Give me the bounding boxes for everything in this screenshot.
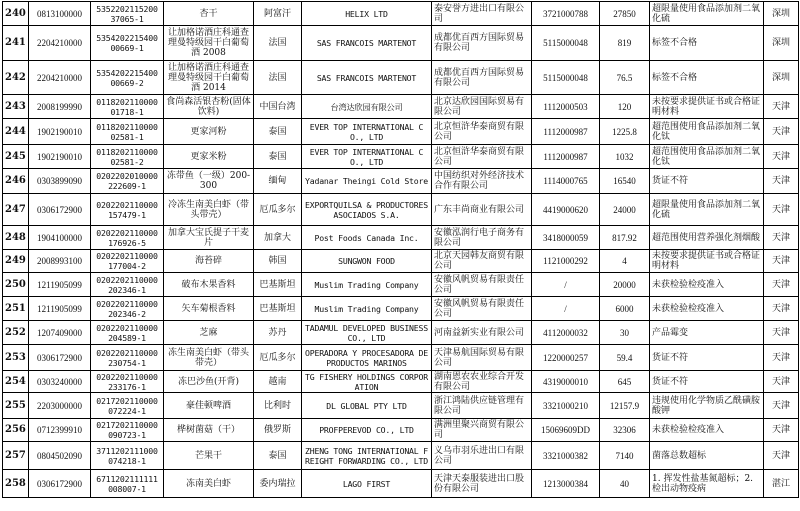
certificate-number-cell: 3711202111000 074218-1 [91, 442, 164, 470]
certificate-number-cell: 0118202110000 02581-1 [91, 119, 164, 145]
exporter-cell: SAS FRANCOIS MARTENOT [302, 26, 432, 61]
table-row [3, 345, 799, 371]
product-name-cell: 冷冻生南美白虾（带头带壳） [164, 194, 254, 226]
table-row [3, 2, 799, 26]
exporter-cell: Post Foods Canada Inc. [302, 226, 432, 250]
importer-cell: 中国纺织对外经济技术合作有限公司 [432, 169, 532, 194]
hs-code-cell: 0804502090 [29, 442, 91, 470]
certificate-number-cell: 0118202110000 01718-1 [91, 95, 164, 119]
weight-cell: 20000 [600, 273, 650, 297]
origin-cell: 韩国 [254, 250, 302, 273]
importer-code-cell: 4112000032 [532, 321, 600, 345]
table-body [3, 2, 799, 498]
origin-cell: 俄罗斯 [254, 419, 302, 442]
reason-cell: 1. 挥发性盐基氮超标；2. 检出动物疫病 [650, 470, 764, 498]
origin-cell: 巴基斯坦 [254, 273, 302, 297]
weight-cell: 40 [600, 470, 650, 498]
origin-cell: 厄瓜多尔 [254, 194, 302, 226]
hs-code-cell: 1902190010 [29, 145, 91, 169]
importer-cell: 北京达欣园国际贸易有限公司 [432, 95, 532, 119]
table-row [3, 250, 799, 273]
port-cell: 天津 [764, 442, 799, 470]
hs-code-cell: 0306172900 [29, 194, 91, 226]
hs-code-cell: 0306172900 [29, 345, 91, 371]
row-number-cell: 253 [3, 345, 29, 371]
exporter-cell: ZHENG TONG INTERNATIONAL FREIGHT FORWARDING CO., LTD [302, 442, 432, 470]
origin-cell: 厄瓜多尔 [254, 345, 302, 371]
importer-cell: 浙江鸿陆供应链管理有限公司 [432, 393, 532, 419]
certificate-number-cell: 0202202110000 177004-2 [91, 250, 164, 273]
row-number-cell: 248 [3, 226, 29, 250]
port-cell: 天津 [764, 119, 799, 145]
origin-cell: 法国 [254, 26, 302, 61]
product-name-cell: 更家河粉 [164, 119, 254, 145]
exporter-cell: EVER TOP INTERNATIONAL CO., LTD [302, 119, 432, 145]
weight-cell: 30 [600, 321, 650, 345]
hs-code-cell: 1902190010 [29, 119, 91, 145]
hs-code-cell: 1211905099 [29, 297, 91, 321]
importer-code-cell: 4419000620 [532, 194, 600, 226]
importer-cell: 天津天泰服装进出口股份有限公司 [432, 470, 532, 498]
origin-cell: 泰国 [254, 442, 302, 470]
rejection-table [2, 1, 799, 498]
weight-cell: 6000 [600, 297, 650, 321]
certificate-number-cell: 6711202111111 008007-1 [91, 470, 164, 498]
row-number-cell: 245 [3, 145, 29, 169]
hs-code-cell: 0303240000 [29, 371, 91, 393]
exporter-cell: PROFPEREVOD CO., LTD [302, 419, 432, 442]
exporter-cell: HELIX LTD [302, 2, 432, 26]
origin-cell: 越南 [254, 371, 302, 393]
certificate-number-cell: 0202202110000 202346-2 [91, 297, 164, 321]
importer-code-cell: 1112000987 [532, 145, 600, 169]
port-cell: 天津 [764, 297, 799, 321]
product-name-cell: 冻巴沙鱼(开背) [164, 371, 254, 393]
product-name-cell: 冻南美白虾 [164, 470, 254, 498]
product-name-cell: 冻生南美白虾（带头带壳） [164, 345, 254, 371]
hs-code-cell: 0303899090 [29, 169, 91, 194]
product-name-cell: 更家米粉 [164, 145, 254, 169]
table-row [3, 419, 799, 442]
table-row [3, 145, 799, 169]
table-row [3, 226, 799, 250]
product-name-cell: 让加格诺酒庄科通查理曼特级园干白葡萄酒 2014 [164, 61, 254, 95]
hs-code-cell: 2008993100 [29, 250, 91, 273]
product-name-cell: 冻带鱼（一级）200-300 [164, 169, 254, 194]
importer-code-cell: 3321000210 [532, 393, 600, 419]
exporter-cell: LAGO FIRST [302, 470, 432, 498]
reason-cell: 货证不符 [650, 371, 764, 393]
importer-code-cell: 1112000503 [532, 95, 600, 119]
port-cell: 天津 [764, 95, 799, 119]
importer-cell: 北京天园韩友商贸有限公司 [432, 250, 532, 273]
importer-code-cell: 3418000059 [532, 226, 600, 250]
hs-code-cell: 2204210000 [29, 26, 91, 61]
origin-cell: 加拿大 [254, 226, 302, 250]
certificate-number-cell: 0217202110000 072224-1 [91, 393, 164, 419]
product-name-cell: 食尚森活银杏粉(固体饮料) [164, 95, 254, 119]
weight-cell: 645 [600, 371, 650, 393]
port-cell: 天津 [764, 145, 799, 169]
row-number-cell: 241 [3, 26, 29, 61]
weight-cell: 32306 [600, 419, 650, 442]
importer-cell: 安徽泓润行电子商务有限公司 [432, 226, 532, 250]
row-number-cell: 255 [3, 393, 29, 419]
certificate-number-cell: 0202202110000 176926-5 [91, 226, 164, 250]
row-number-cell: 251 [3, 297, 29, 321]
product-name-cell: 海苔碎 [164, 250, 254, 273]
importer-cell: 成都优百西方国际贸易有限公司 [432, 26, 532, 61]
exporter-cell: TADAMUL DEVELOPED BUSINESS CO., LTD [302, 321, 432, 345]
importer-cell: 安徽风帆贸易有限责任公司 [432, 297, 532, 321]
hs-code-cell: 0712399910 [29, 419, 91, 442]
port-cell: 深圳 [764, 26, 799, 61]
exporter-cell: SAS FRANCOIS MARTENOT [302, 61, 432, 95]
table-row [3, 61, 799, 95]
origin-cell: 巴基斯坦 [254, 297, 302, 321]
reason-cell: 未获检验检疫准入 [650, 297, 764, 321]
port-cell: 天津 [764, 273, 799, 297]
row-number-cell: 256 [3, 419, 29, 442]
reason-cell: 未获检验检疫准入 [650, 419, 764, 442]
hs-code-cell: 1207409000 [29, 321, 91, 345]
origin-cell: 苏丹 [254, 321, 302, 345]
port-cell: 湛江 [764, 470, 799, 498]
certificate-number-cell: 0202202110000 230754-1 [91, 345, 164, 371]
importer-code-cell: 1114000765 [532, 169, 600, 194]
table-row [3, 297, 799, 321]
hs-code-cell: 2203000000 [29, 393, 91, 419]
reason-cell: 超范围使用食品添加剂二氧化钛 [650, 145, 764, 169]
table-row [3, 321, 799, 345]
weight-cell: 120 [600, 95, 650, 119]
certificate-number-cell: 0217202110000 090723-1 [91, 419, 164, 442]
row-number-cell: 243 [3, 95, 29, 119]
origin-cell: 中国台湾 [254, 95, 302, 119]
reason-cell: 违规使用化学物质乙酰磺胺酸钾 [650, 393, 764, 419]
hs-code-cell: 1904100000 [29, 226, 91, 250]
importer-code-cell: 15069609DD [532, 419, 600, 442]
port-cell: 天津 [764, 321, 799, 345]
product-name-cell: 让加格诺酒庄科通查理曼特级园干白葡萄酒 2008 [164, 26, 254, 61]
reason-cell: 超限量使用食品添加剂二氧化硫 [650, 194, 764, 226]
certificate-number-cell: 5352202115200 37065-1 [91, 2, 164, 26]
certificate-number-cell: 0202202110000 157479-1 [91, 194, 164, 226]
product-name-cell: 杏干 [164, 2, 254, 26]
importer-cell: 安徽风帆贸易有限责任公司 [432, 273, 532, 297]
row-number-cell: 247 [3, 194, 29, 226]
reason-cell: 标签不合格 [650, 61, 764, 95]
exporter-cell: EVER TOP INTERNATIONAL CO., LTD [302, 145, 432, 169]
port-cell: 天津 [764, 393, 799, 419]
weight-cell: 819 [600, 26, 650, 61]
product-name-cell: 加拿大宝氏提子干麦片 [164, 226, 254, 250]
reason-cell: 超限量使用食品添加剂二氧化硫 [650, 2, 764, 26]
reason-cell: 超范围使用营养强化剂烟酸 [650, 226, 764, 250]
importer-cell: 河南益新实业有限公司 [432, 321, 532, 345]
weight-cell: 817.92 [600, 226, 650, 250]
port-cell: 天津 [764, 345, 799, 371]
row-number-cell: 240 [3, 2, 29, 26]
row-number-cell: 254 [3, 371, 29, 393]
importer-cell: 义乌市羽乐进出口有限公司 [432, 442, 532, 470]
origin-cell: 委内瑞拉 [254, 470, 302, 498]
row-number-cell: 249 [3, 250, 29, 273]
row-number-cell: 244 [3, 119, 29, 145]
weight-cell: 1225.8 [600, 119, 650, 145]
weight-cell: 4 [600, 250, 650, 273]
importer-cell: 满洲里聚兴商贸有限公司 [432, 419, 532, 442]
reason-cell: 货证不符 [650, 169, 764, 194]
row-number-cell: 258 [3, 470, 29, 498]
importer-code-cell: 4319000010 [532, 371, 600, 393]
weight-cell: 59.4 [600, 345, 650, 371]
weight-cell: 1032 [600, 145, 650, 169]
origin-cell: 阿富汗 [254, 2, 302, 26]
origin-cell: 泰国 [254, 145, 302, 169]
exporter-cell: OPERADORA Y PROCESADORA DE PRODUCTOS MARINOS [302, 345, 432, 371]
row-number-cell: 246 [3, 169, 29, 194]
port-cell: 天津 [764, 194, 799, 226]
origin-cell: 缅甸 [254, 169, 302, 194]
exporter-cell: Muslim Trading Company [302, 297, 432, 321]
row-number-cell: 250 [3, 273, 29, 297]
table-row [3, 26, 799, 61]
certificate-number-cell: 0202202110000 202346-1 [91, 273, 164, 297]
importer-cell: 湖南恩农农业综合开发有限公司 [432, 371, 532, 393]
importer-code-cell: 3721000788 [532, 2, 600, 26]
importer-cell: 天津易航国际贸易有限公司 [432, 345, 532, 371]
row-number-cell: 257 [3, 442, 29, 470]
product-name-cell: 桦树菌菇（干） [164, 419, 254, 442]
certificate-number-cell: 0202202110000 233176-1 [91, 371, 164, 393]
importer-cell: 成都优百西方国际贸易有限公司 [432, 61, 532, 95]
reason-cell: 菌落总数超标 [650, 442, 764, 470]
reason-cell: 超范围使用食品添加剂二氧化钛 [650, 119, 764, 145]
weight-cell: 27850 [600, 2, 650, 26]
weight-cell: 76.5 [600, 61, 650, 95]
origin-cell: 比利时 [254, 393, 302, 419]
exporter-cell: DL GLOBAL PTY LTD [302, 393, 432, 419]
importer-code-cell: 5115000048 [532, 61, 600, 95]
table-row [3, 470, 799, 498]
table-row [3, 194, 799, 226]
row-number-cell: 242 [3, 61, 29, 95]
reason-cell: 未按要求提供证书或合格证明材料 [650, 250, 764, 273]
weight-cell: 7140 [600, 442, 650, 470]
weight-cell: 24000 [600, 194, 650, 226]
hs-code-cell: 0306172900 [29, 470, 91, 498]
certificate-number-cell: 5354202215400 00669-2 [91, 61, 164, 95]
port-cell: 深圳 [764, 2, 799, 26]
port-cell: 天津 [764, 169, 799, 194]
weight-cell: 12157.9 [600, 393, 650, 419]
row-number-cell: 252 [3, 321, 29, 345]
port-cell: 天津 [764, 250, 799, 273]
importer-code-cell: 1121000292 [532, 250, 600, 273]
certificate-number-cell: 0202202110000 204589-1 [91, 321, 164, 345]
reason-cell: 产品霉变 [650, 321, 764, 345]
importer-cell: 广东丰尚商业有限公司 [432, 194, 532, 226]
table-row [3, 393, 799, 419]
product-name-cell: 芒果干 [164, 442, 254, 470]
port-cell: 天津 [764, 371, 799, 393]
importer-cell: 北京恒浒华泰商贸有限公司 [432, 145, 532, 169]
table-row [3, 273, 799, 297]
product-name-cell: 破布木果香料 [164, 273, 254, 297]
certificate-number-cell: 5354202215400 00669-1 [91, 26, 164, 61]
exporter-cell: TG FISHERY HOLDINGS CORPORATION [302, 371, 432, 393]
exporter-cell: 台湾达欣园有限公司 [302, 95, 432, 119]
importer-code-cell: 1213000384 [532, 470, 600, 498]
weight-cell: 16540 [600, 169, 650, 194]
importer-code-cell: 3321000382 [532, 442, 600, 470]
certificate-number-cell: 0118202110000 02581-2 [91, 145, 164, 169]
table-row [3, 119, 799, 145]
port-cell: 天津 [764, 419, 799, 442]
reason-cell: 货证不符 [650, 345, 764, 371]
importer-code-cell: / [532, 273, 600, 297]
reason-cell: 未按要求提供证书或合格证明材料 [650, 95, 764, 119]
port-cell: 深圳 [764, 61, 799, 95]
origin-cell: 泰国 [254, 119, 302, 145]
product-name-cell: 芝麻 [164, 321, 254, 345]
importer-code-cell: 5115000048 [532, 26, 600, 61]
importer-cell: 泰安誉方进出口有限公司 [432, 2, 532, 26]
table-row [3, 442, 799, 470]
table-row [3, 95, 799, 119]
hs-code-cell: 2204210000 [29, 61, 91, 95]
importer-cell: 北京恒浒华泰商贸有限公司 [432, 119, 532, 145]
hs-code-cell: 1211905099 [29, 273, 91, 297]
exporter-cell: Muslim Trading Company [302, 273, 432, 297]
table-row [3, 169, 799, 194]
hs-code-cell: 2008199990 [29, 95, 91, 119]
exporter-cell: EXPORTQUILSA & PRODUCTORES ASOCIADOS S.A. [302, 194, 432, 226]
reason-cell: 标签不合格 [650, 26, 764, 61]
importer-code-cell: / [532, 297, 600, 321]
importer-code-cell: 1112000987 [532, 119, 600, 145]
hs-code-cell: 0813100000 [29, 2, 91, 26]
product-name-cell: 矢车菊根香料 [164, 297, 254, 321]
exporter-cell: SUNGWON FOOD [302, 250, 432, 273]
importer-code-cell: 1220000257 [532, 345, 600, 371]
port-cell: 天津 [764, 226, 799, 250]
certificate-number-cell: 0202202010000 222609-1 [91, 169, 164, 194]
origin-cell: 法国 [254, 61, 302, 95]
product-name-cell: 豪佳顿啤酒 [164, 393, 254, 419]
exporter-cell: Yadanar Theingi Cold Store [302, 169, 432, 194]
reason-cell: 未获检验检疫准入 [650, 273, 764, 297]
table-row [3, 371, 799, 393]
